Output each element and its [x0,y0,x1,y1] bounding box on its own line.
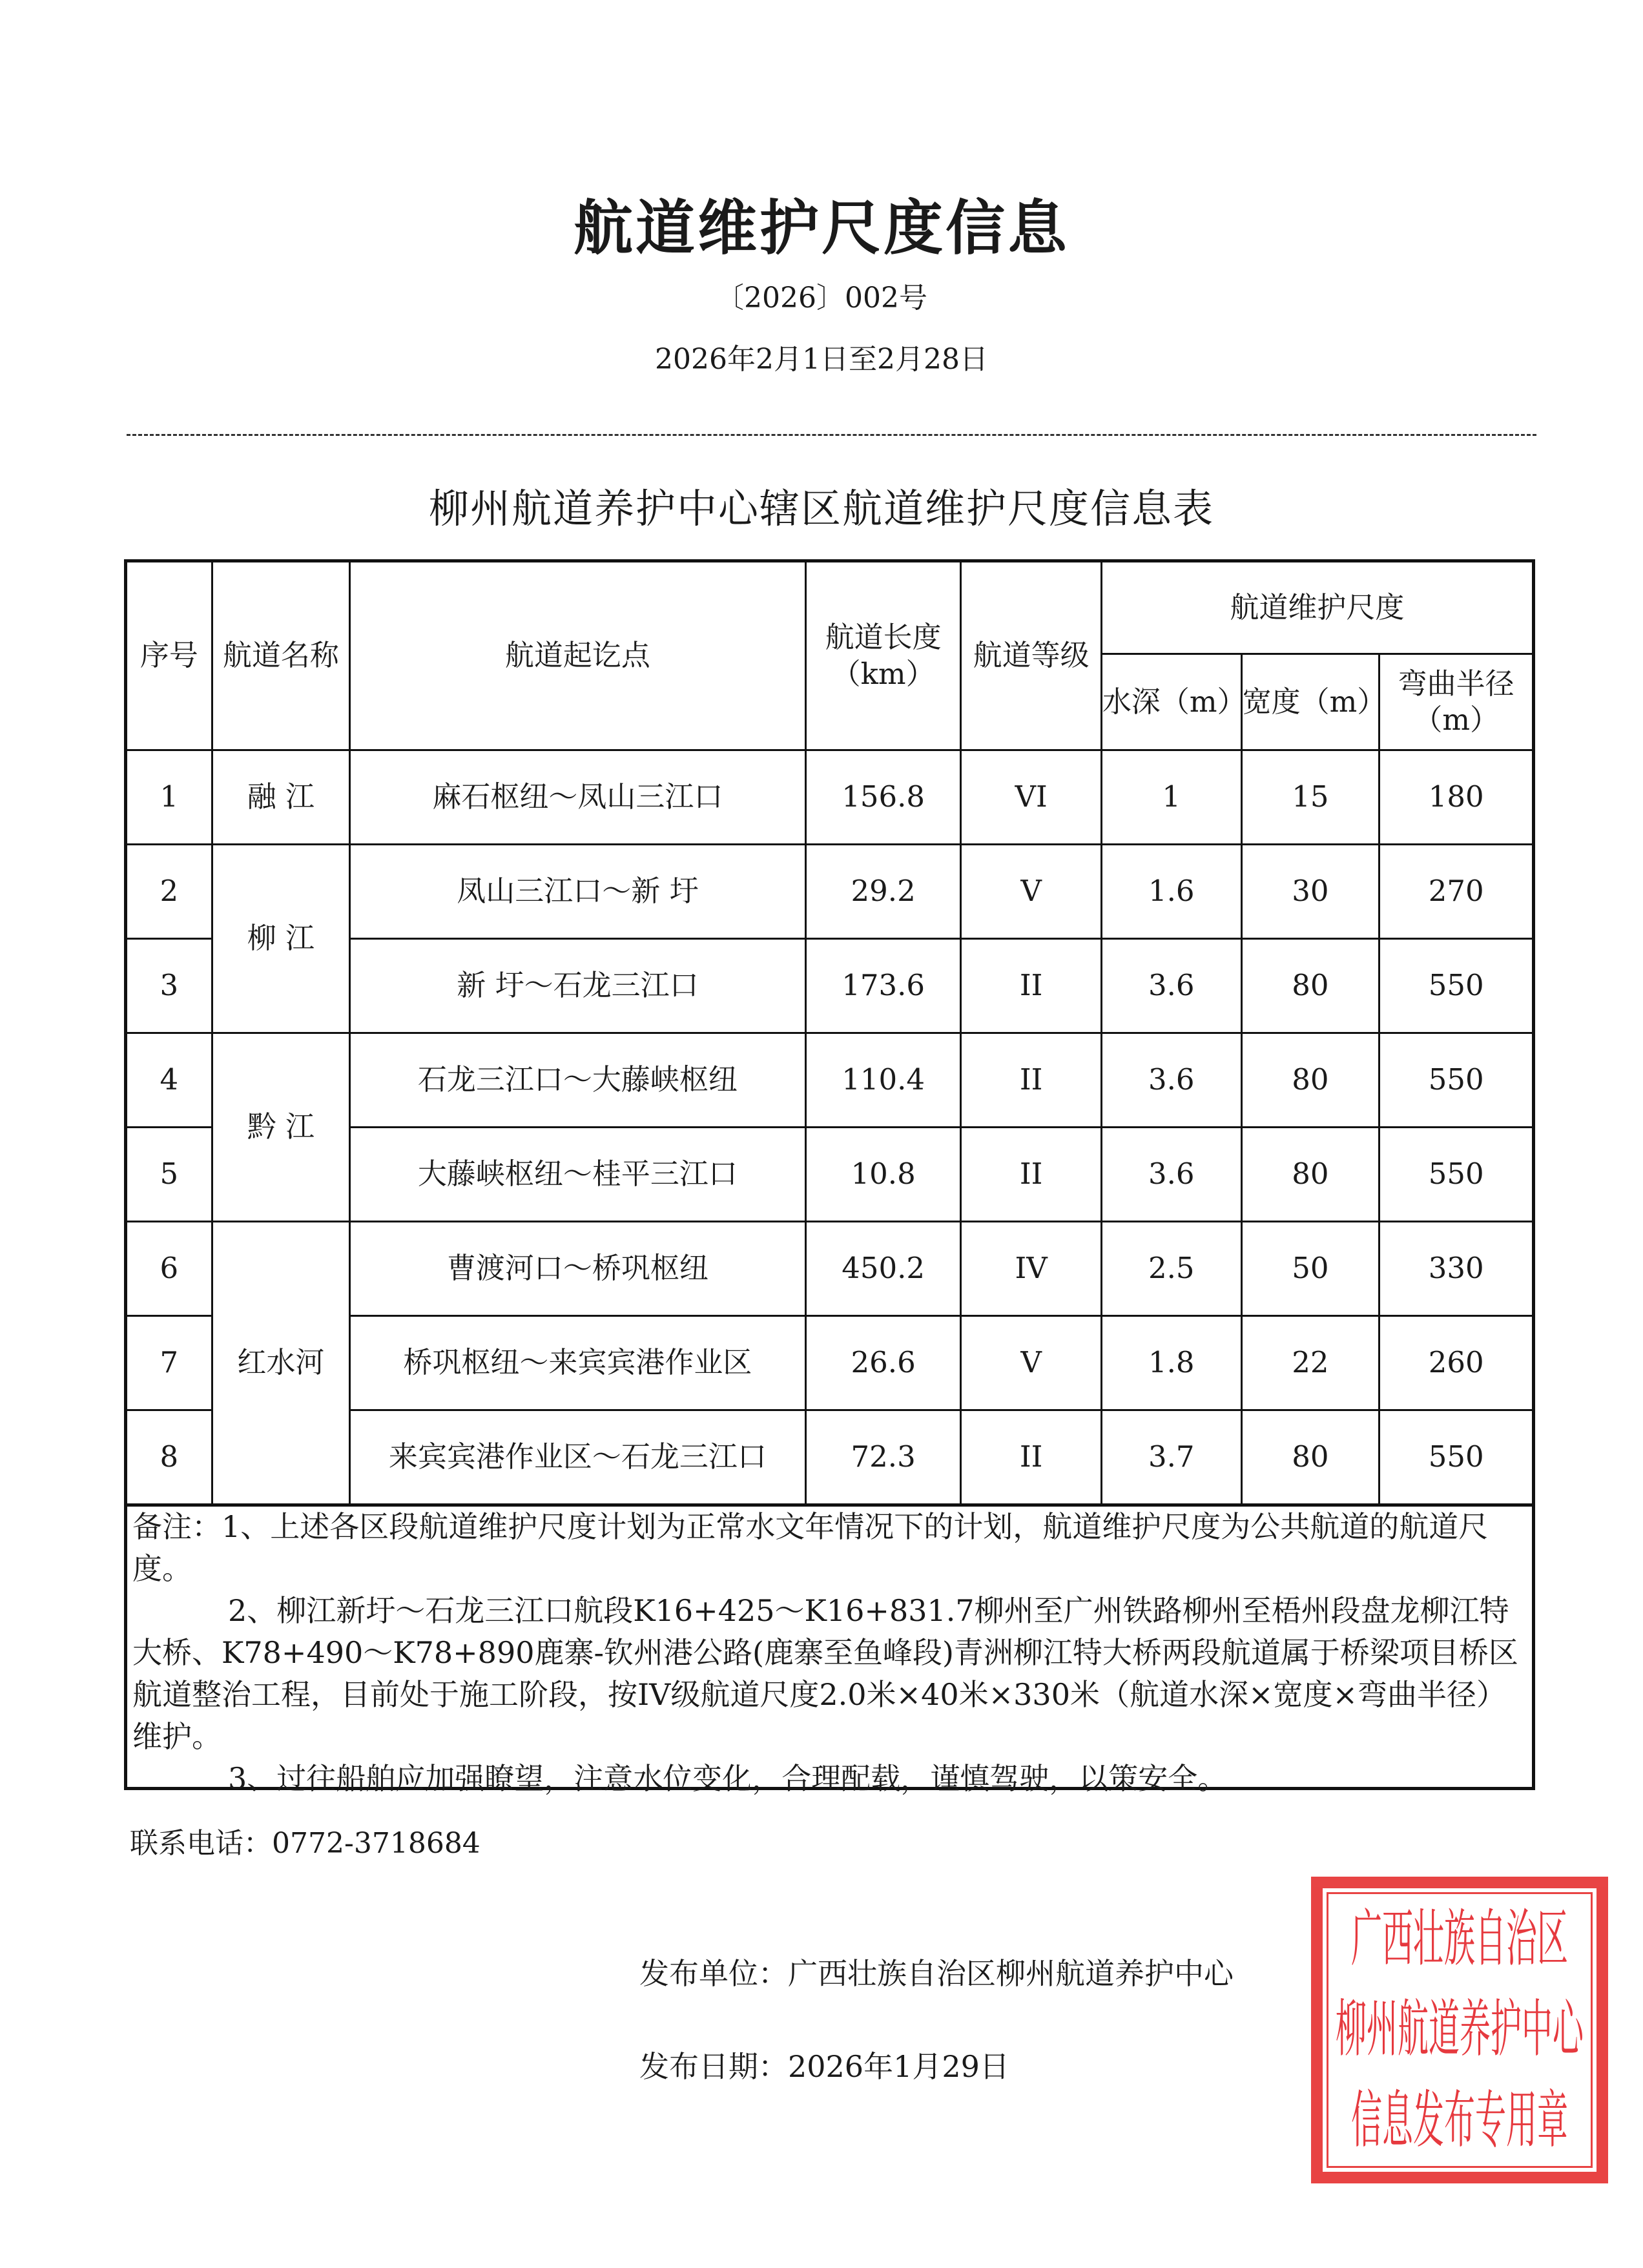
document-title: 航道维护尺度信息 [573,194,1070,263]
waterway-dimension-table [124,559,1535,1507]
waterway-length: 173.6 [805,939,961,1033]
radius-value: 550 [1380,1128,1534,1222]
notes-section [124,1502,1535,1796]
width-value: 30 [1241,845,1380,939]
waterway-length: 72.3 [805,1410,961,1505]
waterway-length: 29.2 [805,845,961,939]
publish-date: 发布日期：2026年1月29日 [639,2049,1009,2084]
radius-value: 260 [1380,1316,1534,1410]
width-value: 22 [1241,1316,1380,1410]
table-row [126,1222,1534,1316]
header-depth: 水深（m） [1101,654,1241,750]
waterway-grade: II [961,1033,1101,1128]
depth-value: 1 [1101,750,1241,845]
table-row [126,1033,1534,1128]
row-index: 4 [126,1033,212,1128]
seal-line-2: 柳州航道养护中心 [1335,1994,1584,2067]
waterway-grade: V [961,1316,1101,1410]
row-index: 7 [126,1316,212,1410]
note-1: 备注：1、上述各区段航道维护尺度计划为正常水文年情况下的计划，航道维护尺度为公共航道的航道尺度。 [132,1509,1489,1586]
validity-period: 2026年2月1日至2月28日 [655,343,988,376]
waterway-length: 26.6 [805,1316,961,1410]
header-dimension-group: 航道维护尺度 [1101,561,1533,654]
table-title: 柳州航道养护中心辖区航道维护尺度信息表 [428,485,1214,532]
waterway-grade: IV [961,1222,1101,1316]
seal-line-3: 信息发布专用章 [1350,2084,1568,2157]
contact-phone: 联系电话：0772-3718684 [130,1827,480,1860]
header-index: 序号 [126,561,212,750]
width-value: 80 [1241,1128,1380,1222]
waterway-length: 156.8 [805,750,961,845]
depth-value: 3.6 [1101,1033,1241,1128]
waterway-name: 融 江 [212,750,349,845]
document-number: 〔2026〕002号 [716,282,927,314]
dashed-divider [127,434,1536,436]
row-index: 3 [126,939,212,1033]
waterway-section: 大藤峡枢纽～桂平三江口 [350,1128,806,1222]
depth-value: 2.5 [1101,1222,1241,1316]
row-index: 8 [126,1410,212,1505]
waterway-name: 柳 江 [212,845,349,1033]
radius-value: 270 [1380,845,1534,939]
depth-value: 1.6 [1101,845,1241,939]
publisher: 发布单位：广西壮族自治区柳州航道养护中心 [639,1956,1234,1991]
width-value: 15 [1241,750,1380,845]
radius-value: 180 [1380,750,1534,845]
official-seal [1311,1877,1608,2183]
width-value: 80 [1241,1033,1380,1128]
radius-value: 550 [1380,1410,1534,1505]
header-length: 航道长度（km） [805,561,961,750]
waterway-section: 新 圩～石龙三江口 [350,939,806,1033]
seal-line-1: 广西壮族自治区 [1350,1903,1568,1976]
waterway-name: 红水河 [212,1222,349,1505]
header-radius: 弯曲半径（m） [1380,654,1534,750]
waterway-grade: II [961,1410,1101,1505]
depth-value: 3.6 [1101,1128,1241,1222]
radius-value: 550 [1380,939,1534,1033]
waterway-length: 110.4 [805,1033,961,1128]
note-2: 2、柳江新圩～石龙三江口航段K16+425～K16+831.7柳州至广州铁路柳州至梧州段盘龙柳江特大桥、K78+490～K78+890鹿寨-钦州港公路(鹿寨至鱼峰段)青洲柳江特大桥两段航道属于桥梁项目桥区航道整治工程，目前处于施工阶段，按IV级航道尺度2.0米×40米×330米（航道水深×宽度×弯曲半径）维护。 [132,1593,1518,1754]
header-section: 航道起讫点 [350,561,806,750]
waterway-section: 来宾宾港作业区～石龙三江口 [350,1410,806,1505]
row-index: 2 [126,845,212,939]
table-row [126,845,1534,939]
radius-value: 550 [1380,1033,1534,1128]
waterway-length: 450.2 [805,1222,961,1316]
waterway-grade: II [961,939,1101,1033]
header-grade: 航道等级 [961,561,1101,750]
header-width: 宽度（m） [1241,654,1380,750]
waterway-section: 曹渡河口～桥巩枢纽 [350,1222,806,1316]
waterway-length: 10.8 [805,1128,961,1222]
waterway-grade: V [961,845,1101,939]
width-value: 80 [1241,939,1380,1033]
width-value: 50 [1241,1222,1380,1316]
row-index: 5 [126,1128,212,1222]
waterway-grade: VI [961,750,1101,845]
table-row [126,750,1534,845]
header-name: 航道名称 [212,561,349,750]
depth-value: 3.7 [1101,1410,1241,1505]
waterway-section: 石龙三江口～大藤峡枢纽 [350,1033,806,1128]
waterway-name: 黔 江 [212,1033,349,1222]
radius-value: 330 [1380,1222,1534,1316]
depth-value: 1.8 [1101,1316,1241,1410]
waterway-grade: II [961,1128,1101,1222]
waterway-section: 桥巩枢纽～来宾宾港作业区 [350,1316,806,1410]
waterway-section: 凤山三江口～新 圩 [350,845,806,939]
note-3: 3、过往船舶应加强瞭望，注意水位变化，合理配载，谨慎驾驶，以策安全。 [228,1761,1228,1796]
waterway-section: 麻石枢纽～凤山三江口 [350,750,806,845]
depth-value: 3.6 [1101,939,1241,1033]
width-value: 80 [1241,1410,1380,1505]
row-index: 1 [126,750,212,845]
row-index: 6 [126,1222,212,1316]
